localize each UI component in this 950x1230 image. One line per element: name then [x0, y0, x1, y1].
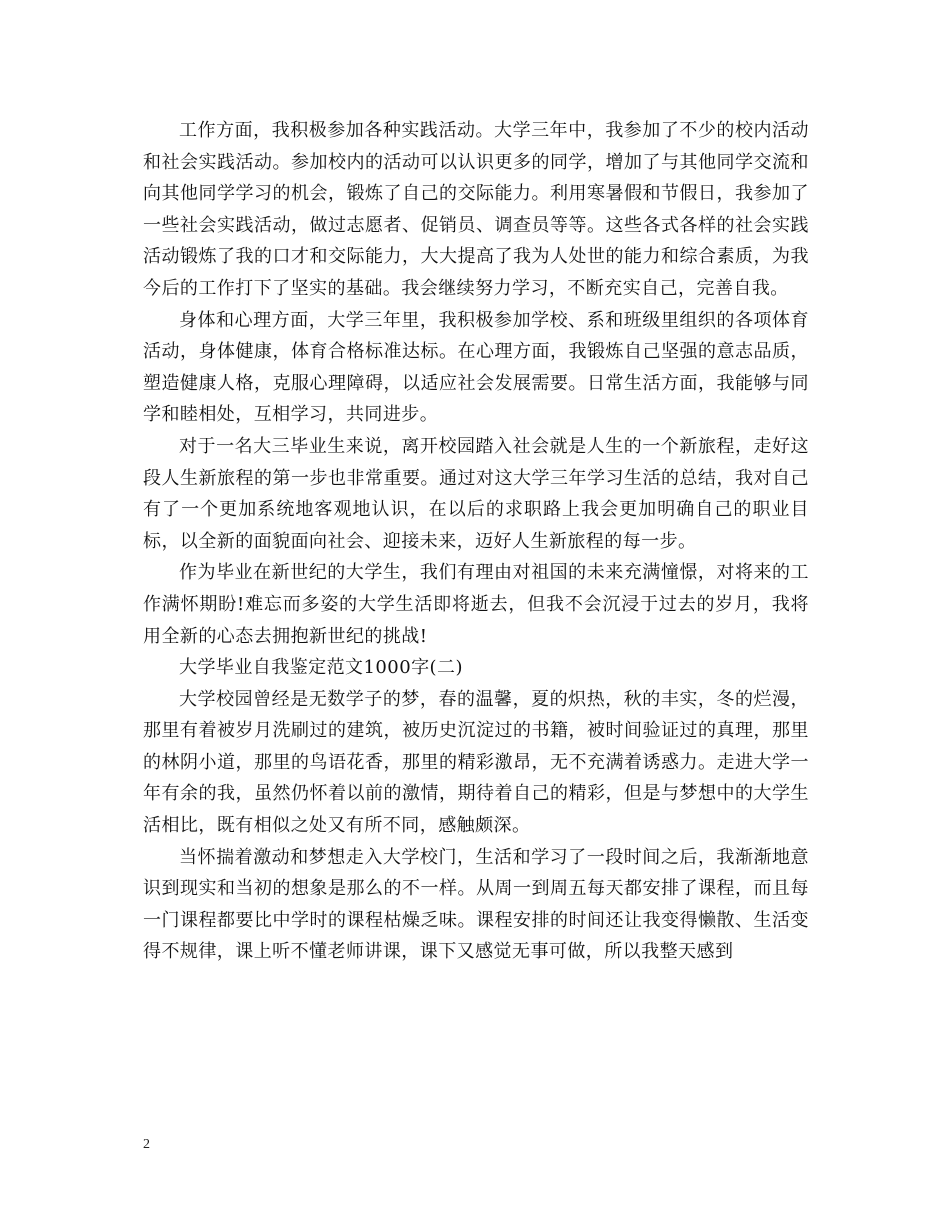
- page-number: 2: [143, 1137, 150, 1152]
- paragraph-graduate: 对于一名大三毕业生来说，离开校园踏入社会就是人生的一个新旅程，走好这段人生新旅程的第一步也非常重要。通过对这大学三年学习生活的总结，我对自己有了一个更加系统地客观地认识，在以后的求职路上我会更加明确自己的职业目标，以全新的面貌面向社会、迎接未来，迈好人生新旅程的每一步。: [143, 435, 809, 552]
- section-heading: 大学毕业自我鉴定范文1000字(二): [179, 657, 463, 679]
- paragraph-health: 身体和心理方面，大学三年里，我积极参加学校、系和班级里组织的各项体育活动，身体健康，体育合格标准达标。在心理方面，我锻炼自己坚强的意志品质，塑造健康人格，克服心理障碍，以适应社会发展需要。日常生活方面，我能够与同学和睦相处，互相学习，共同进步。: [143, 309, 809, 426]
- paragraph-future: 作为毕业在新世纪的大学生，我们有理由对祖国的未来充满憧憬，对将来的工作满怀期盼!难忘而多姿的大学生活即将逝去，但我不会沉浸于过去的岁月，我将用全新的心态去拥抱新世纪的挑战!: [143, 562, 809, 647]
- paragraph-campus: 大学校园曾经是无数学子的梦，春的温馨，夏的炽热，秋的丰实，冬的烂漫，那里有着被岁月洗刷过的建筑，被历史沉淀过的书籍，被时间验证过的真理，那里的林阴小道，那里的鸟语花香，那里的精彩激昂，无不充满着诱惑力。走进大学一年有余的我，虽然仍怀着以前的激情，期待着自己的精彩，但是与梦想中的大学生活相比，既有相似之处又有所不同，感触颇深。: [143, 688, 809, 837]
- paragraph-reality: 当怀揣着激动和梦想走入大学校门，生活和学习了一段时间之后，我渐渐地意识到现实和当初的想象是那么的不一样。从周一到周五每天都安排了课程，而且每一门课程都要比中学时的课程枯燥乏味。课程安排的时间还让我变得懒散、生活变得不规律，课上听不懂老师讲课，课下又感觉无事可做，所以我整天感到: [143, 846, 809, 963]
- document-body: [143, 115, 809, 968]
- paragraph-work: 工作方面，我积极参加各种实践活动。大学三年中，我参加了不少的校内活动和社会实践活动。参加校内的活动可以认识更多的同学，增加了与其他同学交流和向其他同学学习的机会，锻炼了自己的交际能力。利用寒暑假和节假日，我参加了一些社会实践活动，做过志愿者、促销员、调查员等等。这些各式各样的社会实践活动锻炼了我的口才和交际能力，大大提高了我为人处世的能力和综合素质，为我今后的工作打下了坚实的基础。我会继续努力学习，不断充实自己，完善自我。: [143, 120, 809, 299]
